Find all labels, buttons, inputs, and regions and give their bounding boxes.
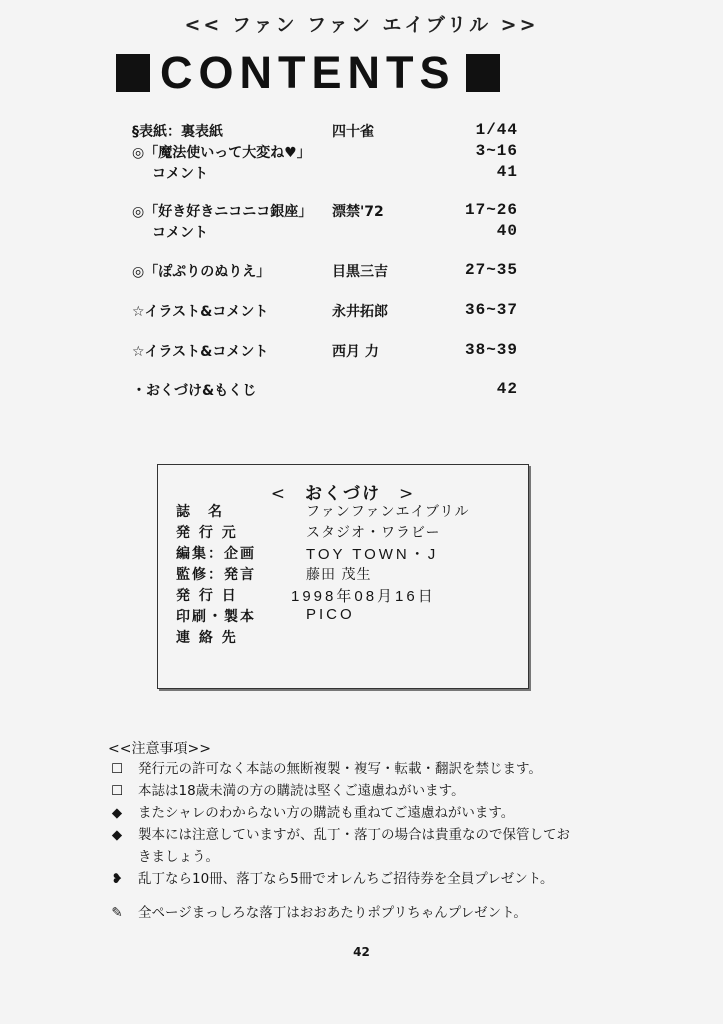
- colophon-box: [157, 464, 529, 689]
- toc-row: [0, 163, 723, 185]
- colophon-row: [176, 564, 516, 584]
- colophon-label: 監修：発言: [176, 567, 256, 583]
- diamond-icon: ◆: [111, 805, 123, 821]
- toc-author: 漂禁'72: [332, 204, 384, 220]
- colophon-row: [176, 606, 516, 626]
- colophon-close-bracket: >: [399, 484, 416, 504]
- notice-text: またシャレのわからない方の購読も重ねてご遠慮ねがいます。: [138, 805, 515, 821]
- toc-title: ☆イラスト&コメント: [132, 304, 269, 320]
- series-title: << ファン ファン エイブリル >>: [184, 14, 539, 36]
- heart-icon: ❥: [111, 871, 123, 887]
- toc-title: コメント: [152, 166, 208, 182]
- toc-title: §表紙：裏表紙: [132, 124, 223, 140]
- contents-heading: [116, 47, 500, 98]
- colophon-row: [176, 585, 516, 605]
- toc-pages: 42: [496, 380, 518, 398]
- heading-right-square: [466, 54, 500, 92]
- colophon-title-text: おくづけ: [305, 484, 381, 504]
- colophon-value: TOY TOWN・J: [306, 546, 439, 563]
- toc-pages: 40: [496, 222, 518, 240]
- notice-text: 製本には注意していますが、乱丁・落丁の場合は貴重なので保管しておきましょう。: [138, 827, 570, 865]
- toc-pages: 3~16: [475, 142, 518, 160]
- colophon-label: 誌 名: [176, 504, 224, 520]
- toc-author: 四十雀: [332, 124, 374, 140]
- toc-row: [0, 121, 723, 143]
- toc-row: [0, 201, 723, 223]
- toc-pages: 27~35: [464, 261, 518, 279]
- toc-row: [0, 301, 723, 323]
- toc-row: [0, 380, 723, 402]
- checkbox-icon: ☐: [110, 761, 124, 777]
- toc-title: ◎「ぽぷりのぬりえ」: [132, 264, 271, 280]
- toc-title: ☆イラスト&コメント: [132, 344, 269, 360]
- toc-title: ・おくづけ&もくじ: [132, 383, 257, 399]
- colophon-label: 発 行 元: [176, 525, 238, 541]
- colophon-value: 1998年08月16日: [291, 588, 436, 605]
- toc-row: [0, 341, 723, 363]
- toc-pages: 1/44: [475, 121, 518, 139]
- toc-pages: 36~37: [464, 301, 518, 319]
- colophon-open-bracket: <: [270, 484, 287, 504]
- colophon-value: ファンファンエイブリル: [306, 504, 470, 520]
- colophon-row: [176, 627, 516, 647]
- diamond-icon: ◆: [111, 827, 123, 843]
- notice-text: 乱丁なら10冊、落丁なら5冊でオレんちご招待券を全員プレゼント。: [138, 871, 554, 887]
- colophon-label: 印刷・製本: [176, 609, 256, 625]
- notice-item: [108, 780, 578, 802]
- toc-pages: 38~39: [464, 341, 518, 359]
- notice-heading: <<注意事項>>: [108, 741, 211, 757]
- colophon-value: 藤田 茂生: [306, 567, 372, 583]
- colophon-row: [176, 522, 516, 542]
- page-number: 42: [353, 945, 370, 959]
- colophon-label: 編集：企画: [176, 546, 256, 562]
- toc-author: 永井拓郎: [332, 304, 388, 320]
- notice-text: 全ページまっしろな落丁はおおあたりポプリちゃんプレゼント。: [138, 905, 527, 921]
- pencil-icon: ✎: [111, 905, 123, 921]
- toc-row: [0, 261, 723, 283]
- checkbox-icon: ☐: [110, 783, 124, 799]
- notice-item: [108, 758, 578, 780]
- toc-pages: 41: [496, 163, 518, 181]
- colophon-value: PICO: [306, 606, 355, 623]
- toc-row: [0, 142, 723, 164]
- notice-text: 本誌は18歳未満の方の購読は堅くご遠慮ねがいます。: [138, 783, 465, 799]
- toc-author: 目黒三吉: [332, 264, 388, 280]
- toc-row: [0, 222, 723, 244]
- toc-title: ◎「好き好きニコニコ銀座」: [132, 204, 313, 220]
- colophon-value: スタジオ・ワラビー: [306, 525, 441, 541]
- colophon-label: 発 行 日: [176, 588, 238, 604]
- notice-text: 発行元の許可なく本誌の無断複製・複写・転載・翻訳を禁じます。: [138, 761, 542, 777]
- heading-left-square: [116, 54, 150, 92]
- toc-pages: 17~26: [464, 201, 518, 219]
- toc-author: 西月 力: [332, 344, 379, 360]
- notice-item: [108, 824, 578, 868]
- notice-item: [108, 902, 578, 924]
- notice-item: [108, 802, 578, 824]
- colophon-label: 連 絡 先: [176, 630, 238, 646]
- toc-title: ◎「魔法使いって大変ね♥」: [132, 145, 311, 161]
- toc-title: コメント: [152, 225, 208, 241]
- colophon-row: [176, 501, 516, 521]
- contents-label: CONTENTS: [160, 47, 456, 98]
- colophon-row: [176, 543, 516, 563]
